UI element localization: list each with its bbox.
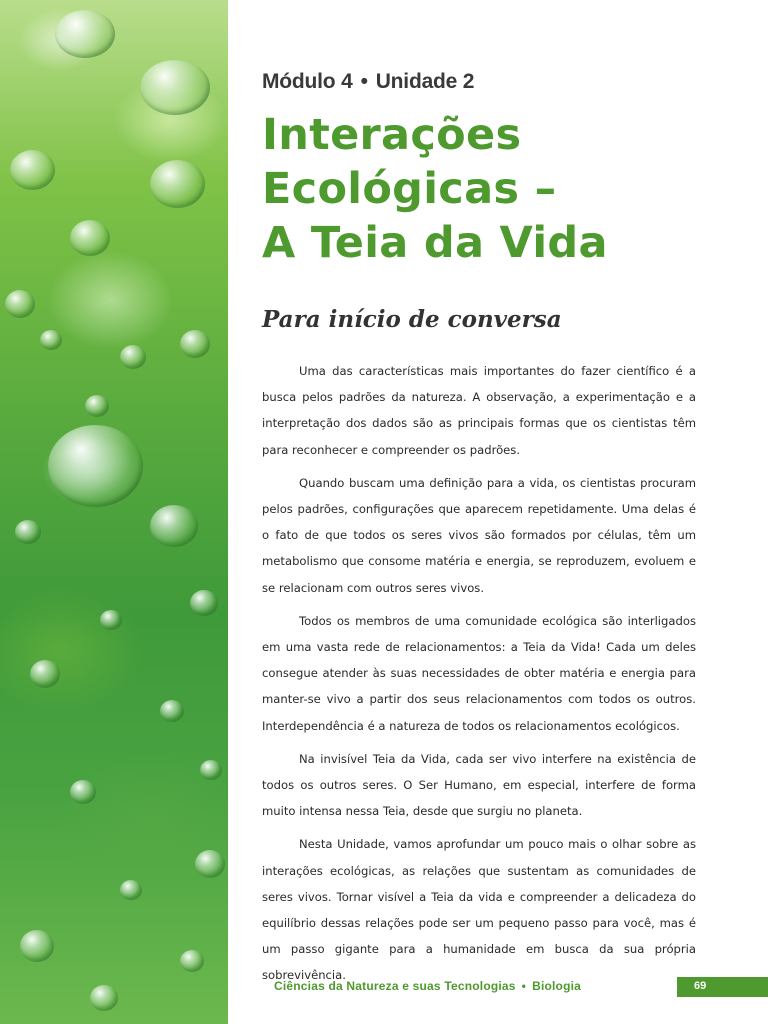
dew-drop [180, 330, 210, 358]
paragraph: Quando buscam uma definição para a vida, os cientistas procuram pelos padrões, configurações que aparecem repetidamente. Uma delas é o fato de que todos os seres vivos são formados por células, têm um metabolismo que consome matéria e energia, se reproduzem, evoluem e se relacionam com outros seres vivos. [262, 475, 696, 595]
title-line-1: Interações [262, 110, 522, 160]
dew-drop [150, 160, 205, 208]
footer-separator: • [521, 979, 527, 993]
dew-drop [150, 505, 198, 547]
dew-drop [70, 220, 110, 256]
dew-drop [48, 425, 143, 507]
dew-drop [20, 930, 54, 962]
section-heading: Para início de conversa [262, 306, 562, 333]
dew-drop [180, 950, 204, 972]
dew-drop [190, 590, 218, 616]
page-number-tab [677, 977, 768, 997]
footer [274, 979, 581, 993]
dew-drop [100, 610, 122, 630]
dew-drop [55, 10, 115, 58]
dew-drop [15, 520, 41, 544]
page-title [262, 108, 608, 270]
paragraph: Nesta Unidade, vamos aprofundar um pouco mais o olhar sobre as interações ecológicas, as relações que sustentam as comunidades de seres vivos. Tornar visível a Teia da vida e compreender a delicadeza do equilíbrio dessas relações pode ser um pequeno passo para você, mas é um passo gigante para a humanidade em busca da sua própria sobrevivência. [262, 837, 696, 983]
title-line-3: A Teia da Vida [262, 218, 608, 268]
dew-drop [40, 330, 62, 350]
dew-drop [90, 985, 118, 1011]
dew-drop [30, 660, 60, 688]
dew-drops-photo [0, 0, 228, 1024]
paragraph: Uma das características mais importantes do fazer científico é a busca pelos padrões da natureza. A observação, a experimentação e a interpretação dos dados são as principais formas que os cientistas têm para reconhecer e compreender os padrões. [262, 364, 696, 457]
module-unit-header [262, 70, 474, 94]
dew-drop [140, 60, 210, 115]
module-label: Módulo 4 [262, 70, 353, 93]
dew-drop [160, 700, 184, 722]
footer-subject: Biologia [532, 979, 582, 993]
dew-drop [200, 760, 222, 780]
header-separator: • [360, 70, 368, 93]
footer-subject-area: Ciências da Natureza e suas Tecnologias [274, 979, 516, 993]
dew-drop [120, 345, 146, 369]
dew-drop [70, 780, 96, 804]
unit-label: Unidade 2 [375, 70, 475, 93]
dew-drop [85, 395, 109, 417]
title-line-2: Ecológicas – [262, 164, 557, 214]
paragraph: Todos os membros de uma comunidade ecológica são interligados em uma vasta rede de relacionamentos: a Teia da Vida! Cada um deles consegue atender às suas necessidades de obter matéria e energia para manter-se vivo a partir dos seus relacionamentos com todos os outros. Interdependência é a natureza de todos os relacionamentos ecológicos. [262, 613, 696, 733]
dew-drop [5, 290, 35, 318]
page-number: 69 [694, 980, 707, 992]
dew-drop [120, 880, 142, 900]
dew-drop [10, 150, 55, 190]
body-text [262, 358, 696, 996]
paragraph: Na invisível Teia da Vida, cada ser vivo interfere na existência de todos os outros seres. O Ser Humano, em especial, interfere de forma muito intensa nessa Teia, desde que surgiu no planeta. [262, 751, 696, 819]
dew-drop [195, 850, 225, 878]
